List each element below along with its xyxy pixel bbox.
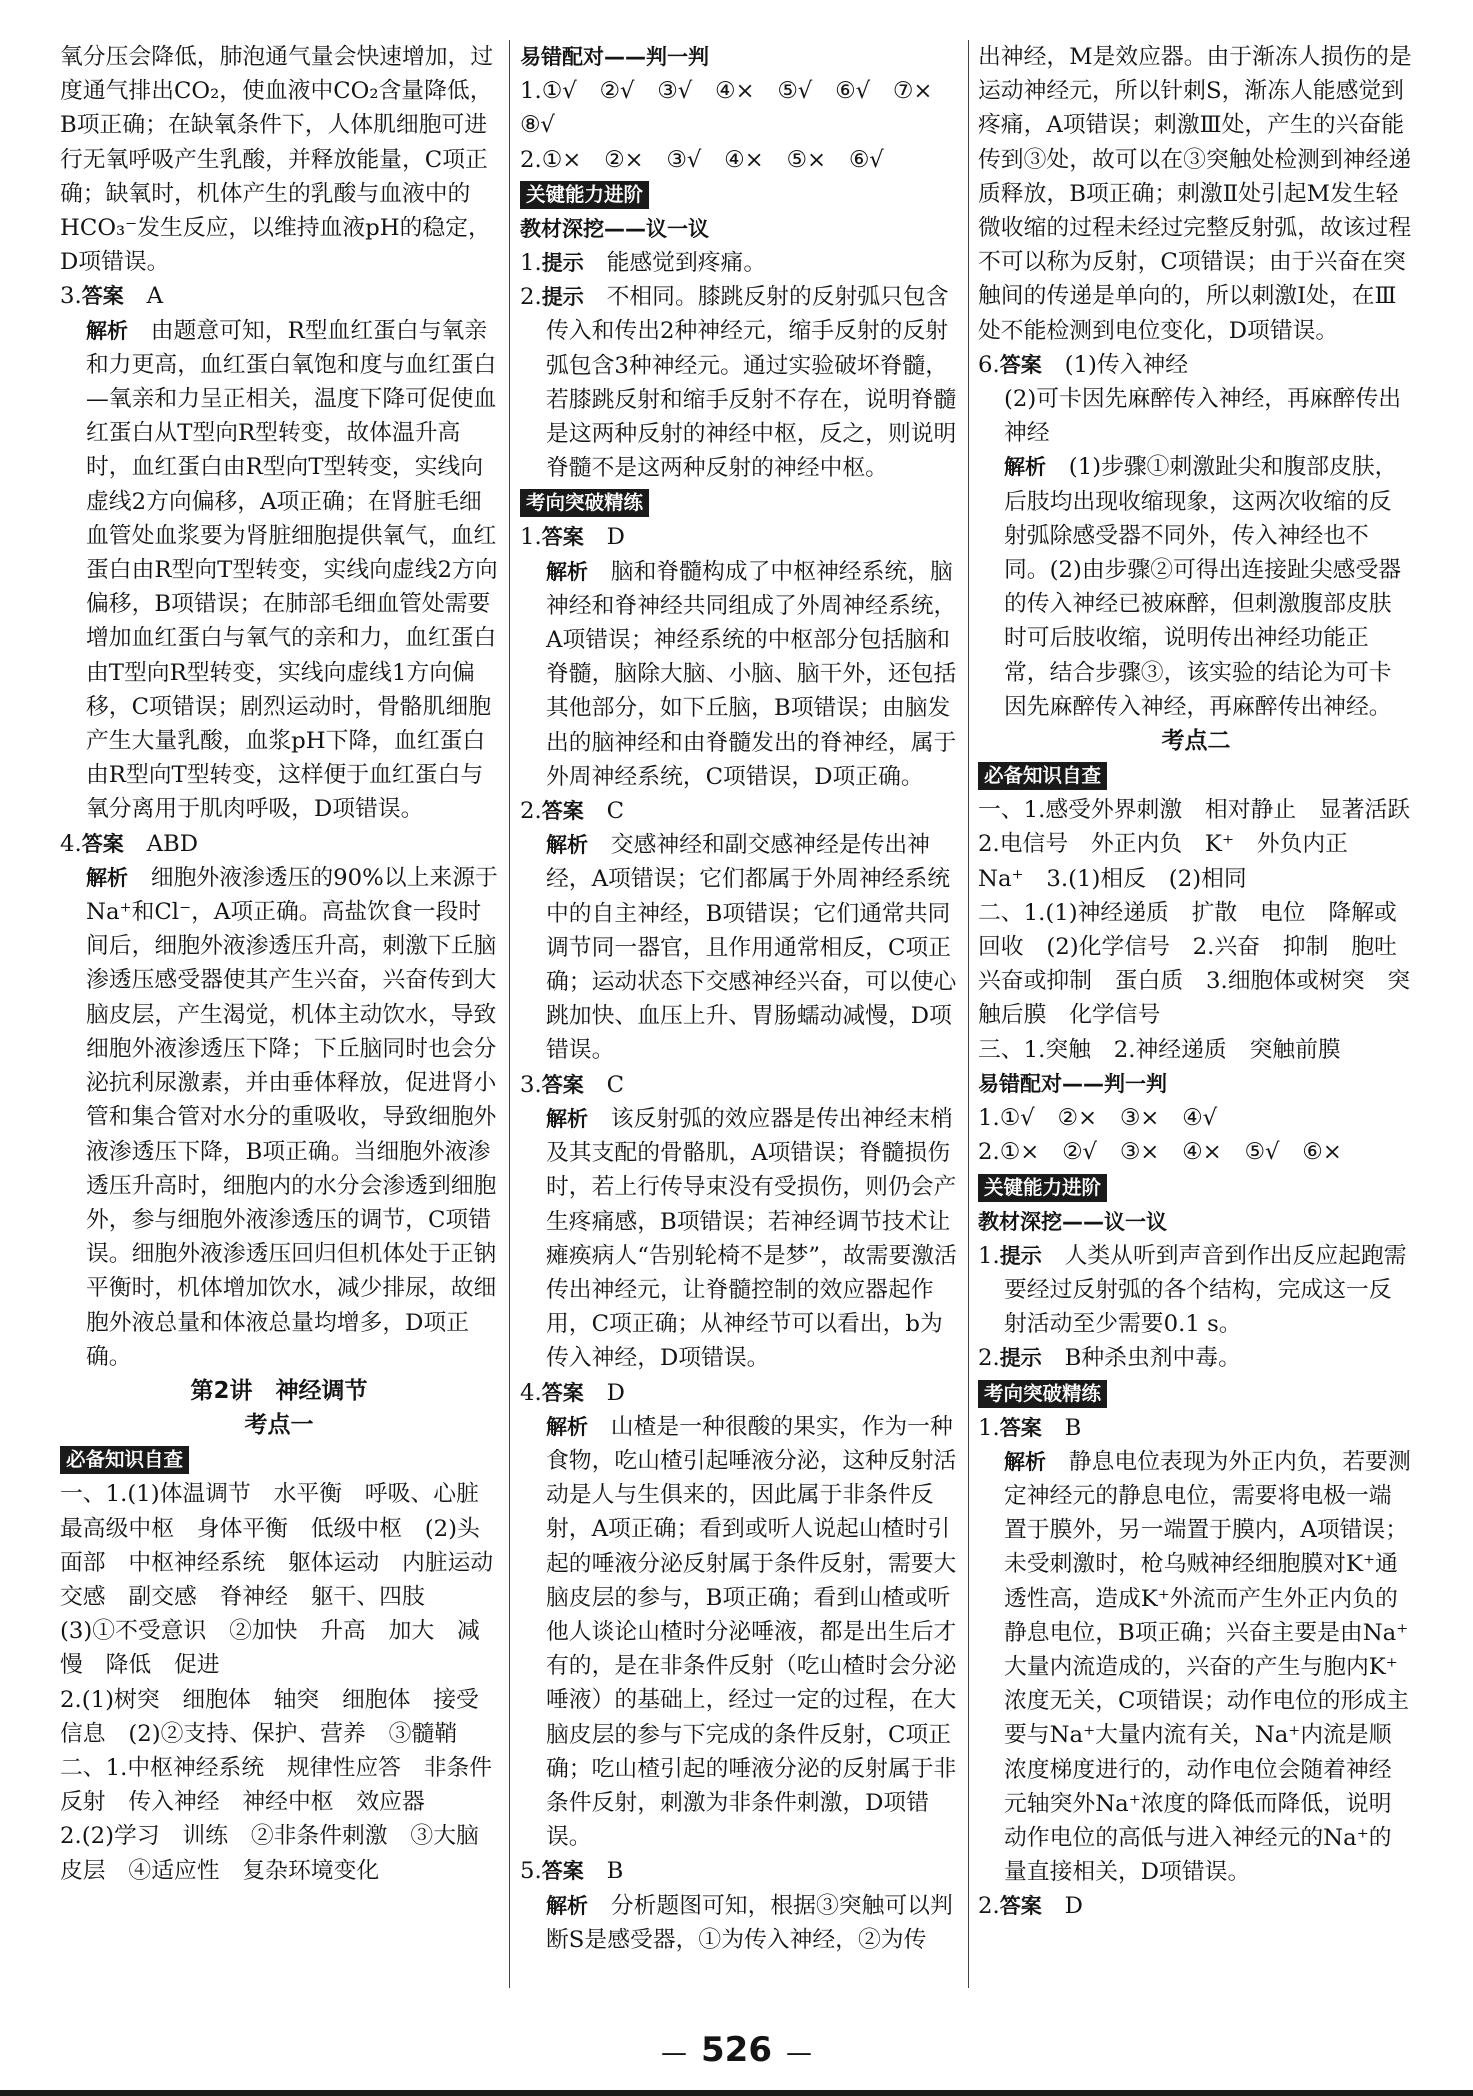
- explanation-label: 解析: [546, 1414, 588, 1439]
- explanation-paragraph: [520, 1889, 958, 1957]
- question-number: 1.: [520, 524, 542, 551]
- knowledge-line: 三、1.突触 2.神经递质 突触前膜: [978, 1036, 1341, 1063]
- section-heading-row: [520, 177, 958, 212]
- section-heading-row: [978, 1170, 1414, 1205]
- subsection-heading: 教材深挖——议一议: [520, 216, 709, 241]
- continued-text: 出神经，M是效应器。由于渐冻人损伤的是运动神经元，所以针刺S，渐冻人能感觉到疼痛，A项错误；刺激Ⅲ处，产生的兴奋能传到③处，故可以在③突触处检测到神经递质释放，B项正确；刺激Ⅱ处引起M发生轻微收缩的过程未经过完整反射弧，故该过程不可以称为反射，C项错误；由于兴奋在突触间的传递是单向的，所以刺激Ⅰ处，在Ⅲ处不能检测到电位变化，D项错误。: [978, 44, 1412, 344]
- answer-value: B: [606, 1858, 624, 1885]
- answer-value: C: [606, 1071, 625, 1098]
- knowledge-line: 一、1.感受外界刺激 相对静止 显著活跃 2.电信号 外正内负 K⁺ 外负内正 Na⁺ 3.(1)相反 (2)相同: [978, 797, 1433, 892]
- explanation-label: 解析: [546, 559, 588, 584]
- answer-value: (1)传入神经: [1064, 351, 1189, 378]
- bottom-rule: [0, 2090, 1473, 2096]
- section-heading: 关键能力进阶: [520, 181, 649, 209]
- answer-value: D: [606, 1379, 625, 1406]
- explanation-text: 静息电位表现为外正内负，若要测定神经元的静息电位，需要将电极一端置于膜外，另一端置于膜内，A项错误；未受刺激时，枪乌贼神经细胞膜对K⁺通透性高，造成K⁺外流而产生外正内负的静息电位，B项正确；兴奋主要是由Na⁺大量内流造成的，兴奋的产生与胞内K⁺浓度无关，C项错误；动作电位的形成主要与Na⁺大量内流有关，Na⁺内流是顺浓度梯度进行的，动作电位会随着神经元轴突外Na⁺浓度的降低而降低，说明动作电位的高低与进入神经元的Na⁺的量直接相关，D项错误。: [1004, 1448, 1411, 1886]
- answer-label: 答案: [541, 1380, 584, 1405]
- question-answer: [60, 279, 498, 313]
- knowledge-line: 1.①√ ②√ ③√ ④× ⑤√ ⑥√ ⑦× ⑧√: [520, 78, 956, 139]
- knowledge-line: 1.①√ ②× ③× ④√: [978, 1105, 1218, 1132]
- lesson-heading: 第2讲 神经调节: [190, 1377, 368, 1404]
- question-number: 3.: [520, 1071, 542, 1098]
- page-number: — 526 —: [661, 2030, 812, 2070]
- explanation-paragraph: [520, 1102, 958, 1376]
- explanation-paragraph: [520, 828, 958, 1067]
- subsection-heading: 教材深挖——议一议: [978, 1209, 1167, 1234]
- question-answer: [520, 794, 958, 828]
- answer-label: 答案: [999, 1415, 1042, 1440]
- explanation-paragraph: [60, 314, 498, 827]
- explanation-paragraph: [978, 1445, 1414, 1890]
- question-number: 2.: [520, 798, 542, 825]
- right-column: [978, 40, 1433, 2000]
- explanation-text: 分析题图可知，根据③突触可以判断S是感受器，①为传入神经，②为传: [546, 1892, 953, 1953]
- answer-value: ABD: [146, 830, 199, 857]
- explanation-text: 山楂是一种很酸的果实，作为一种食物，吃山楂引起唾液分泌，这种反射活动是人与生俱来的，因此属于非条件反射，A项正确；看到或听人说起山楂时引起的唾液分泌反射属于条件反射，需要大脑皮层的参与，B项正确；看到山楂或听他人谈论山楂时分泌唾液，都是出生后才有的，是在非条件反射（吃山楂时会分泌唾液）的基础上，经过一定的过程，在大脑皮层的参与下完成的条件反射，C项正确；吃山楂引起的唾液分泌的反射属于非条件反射，刺激为非条件刺激，D项错误。: [546, 1413, 957, 1851]
- question-answer: [978, 348, 1414, 382]
- answer-continuation: (2)可卡因先麻醉传入神经，再麻醉传出神经: [1004, 386, 1402, 447]
- explanation-text: 脑和脊髓构成了中枢神经系统，脑神经和脊神经共同组成了外周神经系统，A项错误；神经系统的中枢部分包括脑和脊髓，脑除大脑、小脑、脑干外，还包括其他部分，如下丘脑，B项错误；由脑发出的脑神经和由脊髓发出的脊神经，属于外周神经系统，C项错误，D项正确。: [546, 558, 957, 790]
- knowledge-line: 2.①× ②√ ③× ④× ⑤√ ⑥×: [978, 1139, 1342, 1166]
- explanation-label: 解析: [1004, 455, 1046, 480]
- question-answer: [520, 1854, 958, 1888]
- lesson-heading: 考点二: [1161, 728, 1231, 755]
- page-number-value: 526: [701, 2030, 772, 2070]
- question-number: 6.: [978, 351, 1000, 378]
- knowledge-line: 一、1.(1)体温调节 水平衡 呼吸、心脏 最高级中枢 身体平衡 低级中枢 (2)头面部 中枢神经系统 躯体运动 内脏运动 交感 副交感 脊神经 躯干、四肢 (3)①不受意识 ②加快 升高 加大 减慢 降低 促进: [60, 1481, 516, 1679]
- explanation-label: 解析: [1004, 1449, 1046, 1474]
- answer-value: 不相同。膝跳反射的反射弧只包含传入和传出2种神经元，缩手反射的反射弧包含3种神经元。通过实验破坏脊髓，若膝跳反射和缩手反射不存在，说明脊髓是这两种反射的神经中枢，反之，则说明脊髓不是这两种反射的神经中枢。: [546, 284, 957, 482]
- question-number: 1.: [520, 250, 542, 277]
- answer-label: 提示: [541, 251, 584, 276]
- explanation-paragraph: [520, 555, 958, 794]
- knowledge-line: 2.(1)树突 细胞体 轴突 细胞体 接受信息 (2)②支持、保护、营养 ③髓鞘: [60, 1686, 479, 1747]
- knowledge-line: 2.①× ②× ③√ ④× ⑤× ⑥√: [520, 146, 884, 173]
- question-answer: [520, 1376, 958, 1410]
- answer-label: 提示: [999, 1346, 1042, 1371]
- question-number: 2.: [978, 1345, 1000, 1372]
- knowledge-line: 2.(2)学习 训练 ②非条件刺激 ③大脑皮层 ④适应性 复杂环境变化: [60, 1823, 479, 1884]
- explanation-label: 解析: [86, 318, 128, 343]
- explanation-text: 该反射弧的效应器是传出神经末梢及其支配的骨骼肌，A项错误；脊髓损伤时，若上行传导束没有受损伤，则仍会产生疼痛感，B项错误；若神经调节技术让瘫痪病人“告别轮椅不是梦”，故需要激活传出神经元，让脊髓控制的效应器起作用，C项正确；从神经节可以看出，b为传入神经，D项错误。: [546, 1105, 957, 1372]
- answer-value: 能感觉到疼痛。: [606, 250, 767, 277]
- answer-label: 答案: [541, 1859, 584, 1884]
- question-number: 1.: [978, 1242, 1000, 1269]
- question-number: 3.: [60, 283, 82, 310]
- answer-value: D: [606, 524, 625, 551]
- explanation-paragraph: [60, 861, 498, 1374]
- explanation-label: 解析: [546, 833, 588, 858]
- explanation-text: 由题意可知，R型血红蛋白与氧亲和力更高，血红蛋白氧饱和度与血红蛋白—氧亲和力呈正相关，温度下降可促使血红蛋白从T型向R型转变，故体温升高时，血红蛋白由R型向T型转变，实线向虚线2方向偏移，A项正确；在肾脏毛细血管处血浆要为肾脏细胞提供氧气，血红蛋白由R型向T型转变，实线向虚线2方向偏移，B项错误；在肺部毛细血管处需要增加血红蛋白与氧气的亲和力，血红蛋白由T型向R型转变，实线向虚线1方向偏移，C项错误；剧烈运动时，骨骼肌细胞产生大量乳酸，血浆pH下降，血红蛋白由R型向T型转变，这样便于血红蛋白与氧分离用于肌肉呼吸，D项错误。: [86, 317, 498, 823]
- column-divider: [968, 40, 969, 1988]
- section-heading: 必备知识自查: [60, 1446, 189, 1474]
- answer-value: A: [146, 283, 164, 310]
- question-number: 1.: [978, 1414, 1000, 1441]
- question-answer: [520, 1068, 958, 1102]
- question-answer: [978, 1239, 1414, 1342]
- question-number: 2.: [520, 284, 542, 311]
- continued-text: 氧分压会降低，肺泡通气量会快速增加，过度通气排出CO₂，使血液中CO₂含量降低，B项正确；在缺氧条件下，人体肌细胞可进行无氧呼吸产生乳酸，并释放能量，C项正确；缺氧时，机体产生的乳酸与血液中的HCO₃⁻发生反应，以维持血液pH的稳定，D项错误。: [60, 44, 494, 276]
- question-answer: [978, 1341, 1414, 1375]
- section-heading-row: [520, 485, 958, 520]
- section-heading-row: [978, 1376, 1414, 1411]
- question-answer: [978, 1889, 1414, 1923]
- question-answer: [520, 520, 958, 554]
- section-heading: 考向突破精练: [978, 1380, 1107, 1408]
- answer-value: B: [1064, 1414, 1082, 1441]
- lesson-heading: 考点一: [244, 1412, 314, 1439]
- subsection-heading: 易错配对——判一判: [520, 45, 709, 69]
- answer-label: 答案: [999, 352, 1042, 377]
- question-number: 5.: [520, 1858, 542, 1885]
- explanation-text: (1)步骤①刺激趾尖和腹部皮肤，后肢均出现收缩现象，这两次收缩的反射弧除感受器不同外，传入神经也不同。(2)由步骤②可得出连接趾尖感受器的传入神经已被麻醉，但刺激腹部皮肤时可后肢收缩，说明传出神经功能正常，结合步骤③，该实验的结论为可卡因先麻醉传入神经，再麻醉传出神经。: [1004, 454, 1402, 720]
- question-answer: [978, 1411, 1414, 1445]
- answer-value: B种杀虫剂中毒。: [1064, 1345, 1241, 1372]
- answer-label: 答案: [541, 1072, 584, 1097]
- answer-label: 答案: [81, 831, 124, 856]
- explanation-paragraph: [978, 450, 1414, 724]
- knowledge-line: 二、1.中枢神经系统 规律性应答 非条件反射 传入神经 神经中枢 效应器: [60, 1754, 493, 1816]
- knowledge-line: 二、1.(1)神经递质 扩散 电位 降解或回收 (2)化学信号 2.兴奋 抑制 胞吐 兴奋或抑制 蛋白质 3.细胞体或树突 突触后膜 化学信号: [978, 899, 1420, 1029]
- section-heading-row: [978, 758, 1414, 793]
- section-heading: 必备知识自查: [978, 762, 1107, 790]
- explanation-paragraph: [520, 1410, 958, 1855]
- column-divider: [509, 40, 510, 1988]
- section-heading-row: [60, 1442, 498, 1477]
- question-answer: [520, 246, 958, 280]
- explanation-text: 细胞外液渗透压的90%以上来源于Na⁺和Cl⁻，A项正确。高盐饮食一段时间后，细胞外液渗透压升高，刺激下丘脑渗透压感受器使其产生兴奋，兴奋传到大脑皮层，产生渴觉，机体主动饮水，导致细胞外液渗透压下降；下丘脑同时也会分泌抗利尿激素，并由垂体释放，促进肾小管和集合管对水分的重吸收，导致细胞外液渗透压下降，B项正确。当细胞外液渗透压升高时，细胞内的水分会渗透到细胞外，参与细胞外液渗透压的调节，C项错误。细胞外液渗透压回归但机体处于正钠平衡时，机体增加饮水，减少排尿，故细胞外液总量和体液总量均增多，D项正确。: [86, 864, 498, 1370]
- answer-label: 提示: [999, 1243, 1042, 1268]
- answer-label: 答案: [81, 284, 124, 309]
- question-number: 2.: [978, 1893, 1000, 1920]
- answer-value: 人类从听到声音到作出反应起跑需要经过反射弧的各个结构，完成这一反射活动至少需要0.1 s。: [1004, 1242, 1407, 1338]
- answer-label: 答案: [999, 1894, 1042, 1919]
- question-answer: [60, 827, 498, 861]
- answer-value: C: [606, 798, 625, 825]
- answer-label: 答案: [541, 525, 584, 550]
- explanation-label: 解析: [546, 1106, 588, 1131]
- answer-label: 提示: [541, 285, 584, 310]
- question-answer: [520, 280, 958, 485]
- answer-value: D: [1064, 1893, 1083, 1920]
- question-number: 4.: [520, 1379, 542, 1406]
- section-heading: 考向突破精练: [520, 489, 649, 517]
- explanation-text: 交感神经和副交感神经是传出神经，A项错误；它们都属于外周神经系统中的自主神经，B项错误；它们通常共同调节同一器官，且作用通常相反，C项正确；运动状态下交感神经兴奋，可以使心跳加快、血压上升、胃肠蠕动减慢，D项错误。: [546, 832, 957, 1064]
- answer-label: 答案: [541, 799, 584, 824]
- left-column: [60, 40, 516, 2000]
- subsection-heading: 易错配对——判一判: [978, 1071, 1167, 1096]
- explanation-label: 解析: [546, 1893, 588, 1918]
- question-number: 4.: [60, 830, 82, 857]
- explanation-label: 解析: [86, 865, 128, 890]
- section-heading: 关键能力进阶: [978, 1174, 1107, 1202]
- middle-column: [520, 40, 958, 2000]
